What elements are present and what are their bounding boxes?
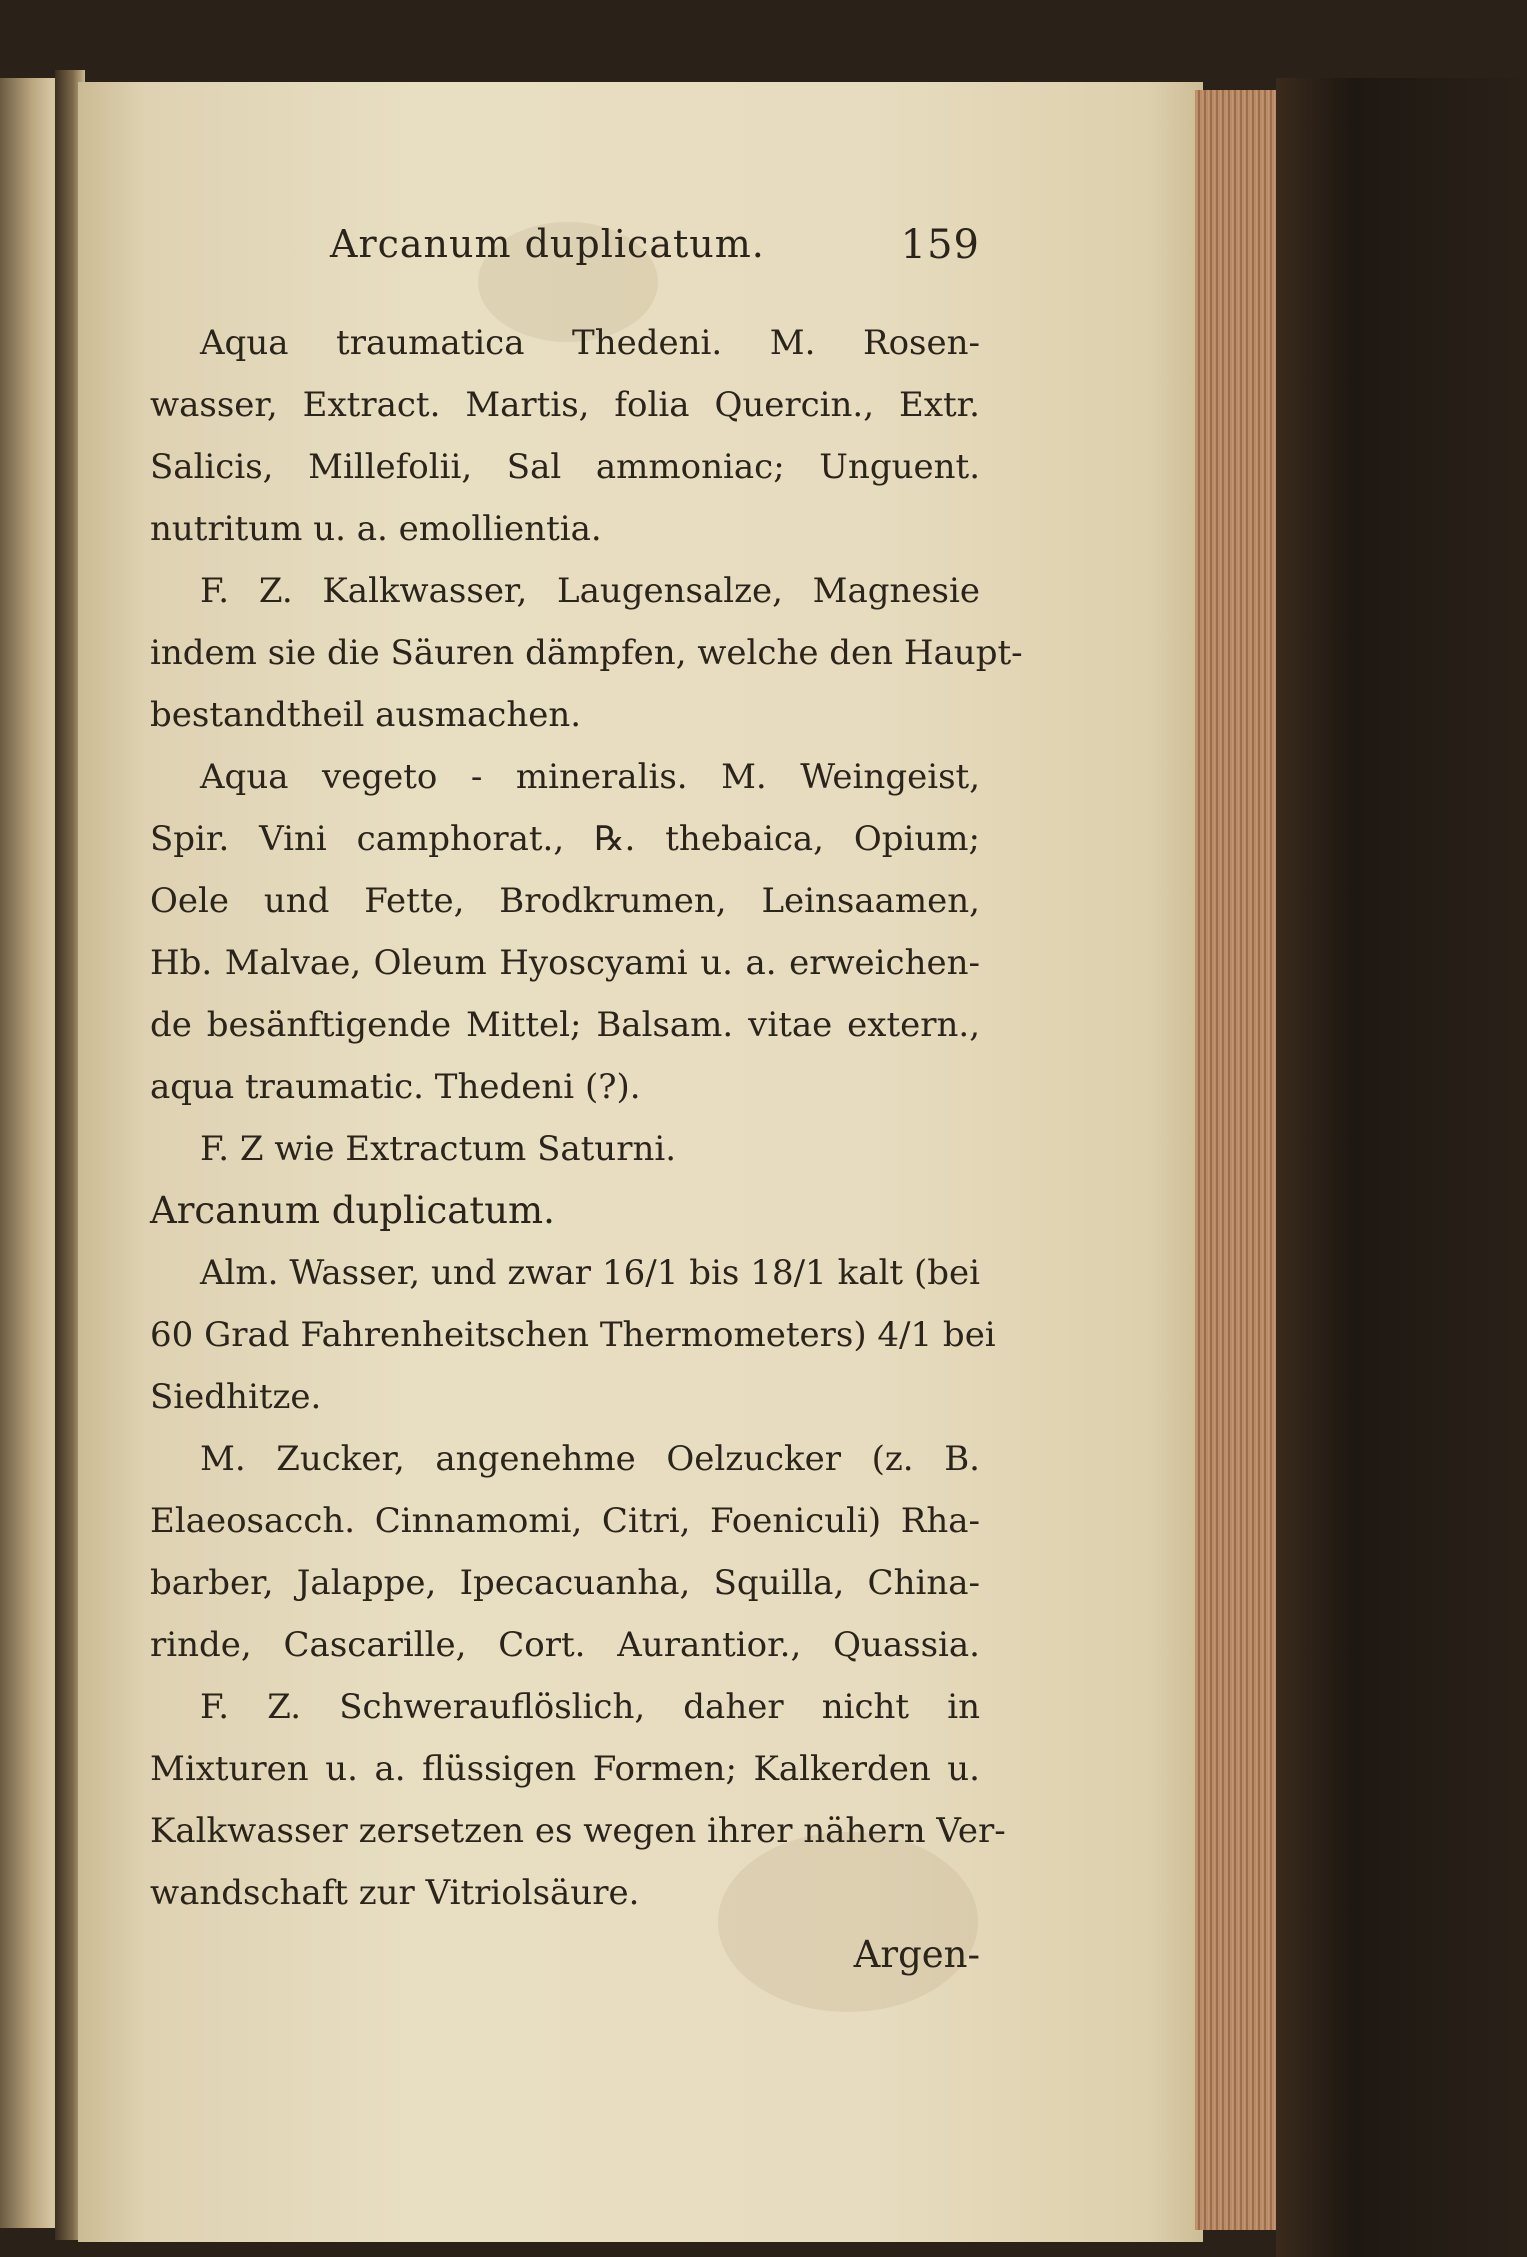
text-line: aqua traumatic. Thedeni (?). <box>150 1067 641 1107</box>
text-line: Elaeosacch. Cinnamomi, Citri, Foeniculi) Rha- <box>150 1501 980 1541</box>
text-line: Siedhitze. <box>150 1377 322 1417</box>
text-line: nutritum u. a. emollientia. <box>150 509 602 549</box>
running-title: Arcanum duplicatum. <box>330 222 765 266</box>
text-line: M. Zucker, angenehme Oelzucker (z. B. <box>200 1439 980 1479</box>
text-line: Spir. Vini camphorat., ℞. thebaica, Opium; <box>150 819 980 859</box>
text-line: rinde, Cascarille, Cort. Aurantior., Quassia. <box>150 1625 980 1665</box>
text-line: Aqua vegeto - mineralis. M. Weingeist, <box>200 757 980 797</box>
text-line: F. Z. Kalkwasser, Laugensalze, Magnesie <box>200 571 980 611</box>
text-line: wandschaft zur Vitriolsäure. <box>150 1873 640 1913</box>
text-line: barber, Jalappe, Ipecacuanha, Squilla, China- <box>150 1563 980 1603</box>
text-line: F. Z. Schwerauflöslich, daher nicht in <box>200 1687 980 1727</box>
text-line: F. Z wie Extractum Saturni. <box>200 1129 677 1169</box>
text-line: Salicis, Millefolii, Sal ammoniac; Unguent. <box>150 447 980 487</box>
text-line: wasser, Extract. Martis, folia Quercin., Extr. <box>150 385 980 425</box>
body-text <box>150 312 1023 1986</box>
section-heading: Arcanum duplicatum. <box>150 1189 555 1232</box>
text-line: Aqua traumatica Thedeni. M. Rosen- <box>200 323 980 363</box>
page-number: 159 <box>900 222 980 268</box>
text-line: Kalkwasser zersetzen es wegen ihrer nähern Ver- <box>150 1811 1006 1851</box>
text-line: 60 Grad Fahrenheitschen Thermometers) 4/1 bei <box>150 1315 996 1355</box>
catchword: Argen- <box>853 1933 980 1976</box>
text-line: de besänftigende Mittel; Balsam. vitae extern., <box>150 1005 980 1045</box>
running-header <box>330 222 980 282</box>
text-line: indem sie die Säuren dämpfen, welche den Haupt- <box>150 633 1023 673</box>
text-line: Mixturen u. a. flüssigen Formen; Kalkerden u. <box>150 1749 980 1789</box>
text-line: Oele und Fette, Brodkrumen, Leinsaamen, <box>150 881 980 921</box>
page-block-edge <box>1195 90 1280 2230</box>
book-cover-edge <box>1276 78 1527 2257</box>
text-line: bestandtheil ausmachen. <box>150 695 582 735</box>
text-line: Alm. Wasser, und zwar 16/1 bis 18/1 kalt (bei <box>200 1253 980 1293</box>
text-line: Hb. Malvae, Oleum Hyoscyami u. a. erweichen- <box>150 943 980 983</box>
